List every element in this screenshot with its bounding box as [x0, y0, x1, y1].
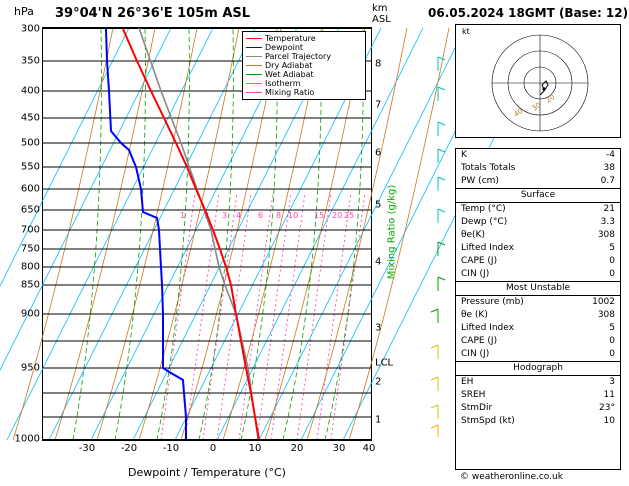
legend-swatch-wet-adiabat [246, 74, 262, 75]
hodo-label-stmspd: StmSpd (kt) [461, 416, 515, 426]
y-tick-800: 800 [20, 261, 40, 273]
surface-label-temp: Temp (°C) [461, 204, 506, 214]
hodo-label-sreh: SREH [461, 390, 486, 400]
mu-label-pressure: Pressure (mb) [461, 297, 524, 307]
mu-label-lifted-index: Lifted Index [461, 323, 514, 333]
surface-value-cape: 0 [609, 256, 615, 266]
wind-barb-column [424, 27, 452, 441]
svg-text:6: 6 [258, 211, 264, 220]
svg-text:15: 15 [314, 211, 325, 220]
hodograph-panel [455, 24, 621, 138]
km-tick-3: 3 [375, 322, 382, 334]
svg-text:4: 4 [236, 211, 242, 220]
section-header-hodograph: Hodograph [456, 361, 620, 376]
svg-text:25: 25 [344, 211, 355, 220]
hodo-value-stmdir: 23° [599, 403, 615, 413]
index-label-totals-totals: Totals Totals [461, 163, 516, 173]
index-row-totals-totals [456, 162, 620, 175]
index-row-k [456, 149, 620, 162]
hodo-label-eh: EH [461, 377, 474, 387]
x-tick-10: 10 [248, 443, 262, 454]
station-title: 39°04'N 26°36'E 105m ASL [55, 6, 251, 21]
index-label-k: K [461, 150, 467, 160]
hodo-label-stmdir: StmDir [461, 403, 493, 413]
mu-row-cin [456, 348, 620, 361]
section-header-surface: Surface [456, 188, 620, 203]
legend-item-dry-adiabat [246, 61, 362, 70]
x-axis-title: Dewpoint / Temperature (°C) [128, 466, 286, 479]
mu-row-pressure [456, 296, 620, 309]
svg-text:1: 1 [180, 211, 186, 220]
mu-label-theta-e: θe (K) [461, 310, 488, 320]
km-asl-label: km ASL [372, 3, 391, 25]
y-tick-450: 450 [20, 112, 40, 124]
legend-item-wet-adiabat [246, 70, 362, 79]
y-tick-350: 350 [20, 55, 40, 67]
svg-text:3: 3 [222, 211, 228, 220]
mixing-ratio-axis-title: Mixing Ratio (g/kg) [386, 184, 398, 280]
legend-label-parcel: Parcel Trajectory [265, 52, 332, 61]
hodo-row-stmdir [456, 402, 620, 415]
index-value-totals-totals: 38 [603, 163, 615, 173]
legend-item-isotherm [246, 79, 362, 88]
copyright-label: © weatheronline.co.uk [460, 472, 563, 482]
y-tick-400: 400 [20, 85, 40, 97]
surface-row-theta-e [456, 229, 620, 242]
index-label-pw: PW (cm) [461, 176, 499, 186]
hodo-row-sreh [456, 389, 620, 402]
index-row-pw [456, 175, 620, 188]
legend-label-temperature: Temperature [265, 34, 316, 43]
x-tick-40: 40 [362, 443, 376, 454]
chart-legend [242, 31, 366, 100]
section-header-most-unstable: Most Unstable [456, 281, 620, 296]
y-tick-500: 500 [20, 137, 40, 149]
hodo-value-stmspd: 10 [603, 416, 615, 426]
index-value-pw: 0.7 [600, 176, 615, 186]
legend-swatch-isotherm [246, 83, 262, 84]
surface-value-cin: 0 [609, 269, 615, 279]
svg-text:8: 8 [276, 211, 282, 220]
hodograph-unit-label: kt [462, 27, 470, 36]
x-tick-30: 30 [332, 443, 346, 454]
indices-table [455, 148, 621, 470]
surface-label-cin: CIN (J) [461, 269, 490, 279]
legend-item-parcel [246, 52, 362, 61]
km-tick-6: 6 [375, 147, 382, 159]
surface-label-lifted-index: Lifted Index [461, 243, 514, 253]
hodograph-svg [456, 25, 620, 137]
y-tick-650: 650 [20, 204, 40, 216]
legend-swatch-mixing-ratio [246, 92, 262, 93]
legend-item-temperature [246, 34, 362, 43]
y-tick-750: 750 [20, 243, 40, 255]
y-tick-850: 850 [20, 279, 40, 291]
x-tick-0: 0 [209, 443, 217, 454]
legend-label-mixing-ratio: Mixing Ratio [265, 88, 315, 97]
mu-row-theta-e [456, 309, 620, 322]
km-tick-4: 4 [375, 256, 382, 268]
svg-text:20: 20 [332, 211, 343, 220]
surface-value-temp: 21 [603, 204, 615, 214]
y-tick-950: 950 [20, 362, 40, 374]
mu-label-cin: CIN (J) [461, 349, 490, 359]
legend-label-dry-adiabat: Dry Adiabat [265, 61, 313, 70]
run-title: 06.05.2024 18GMT (Base: 12) [428, 6, 629, 20]
surface-label-theta-e: θe(K) [461, 230, 485, 240]
svg-text:30: 30 [530, 100, 543, 113]
legend-label-isotherm: Isotherm [265, 79, 301, 88]
surface-value-lifted-index: 5 [609, 243, 615, 253]
legend-label-dewpoint: Dewpoint [265, 43, 304, 52]
legend-item-dewpoint [246, 43, 362, 52]
hodo-row-stmspd [456, 415, 620, 428]
km-tick-5: 5 [375, 199, 382, 211]
y-tick-550: 550 [20, 161, 40, 173]
y-tick-600: 600 [20, 183, 40, 195]
surface-row-temp [456, 203, 620, 216]
svg-text:10: 10 [288, 211, 299, 220]
y-tick-1000: 300 [20, 23, 40, 35]
surface-value-theta-e: 308 [597, 230, 615, 240]
legend-swatch-dewpoint [246, 47, 262, 48]
svg-text:2: 2 [204, 211, 210, 220]
mu-value-pressure: 1002 [592, 297, 615, 307]
legend-swatch-temperature [246, 38, 262, 39]
km-tick-lcl: LCL [375, 357, 394, 369]
hodo-row-eh [456, 376, 620, 389]
surface-row-dewp [456, 216, 620, 229]
index-value-k: -4 [606, 150, 615, 160]
mu-row-cape [456, 335, 620, 348]
mu-value-cape: 0 [609, 336, 615, 346]
legend-label-wet-adiabat: Wet Adiabat [265, 70, 314, 79]
mu-label-cape: CAPE (J) [461, 336, 498, 346]
surface-value-dewp: 3.3 [600, 217, 615, 227]
legend-item-mixing-ratio [246, 88, 362, 97]
surface-label-cape: CAPE (J) [461, 256, 498, 266]
y-tick-700: 700 [20, 224, 40, 236]
surface-row-lifted-index [456, 242, 620, 255]
km-tick-1: 1 [375, 414, 382, 426]
mu-value-theta-e: 308 [597, 310, 615, 320]
hodo-value-eh: 3 [609, 377, 615, 387]
mu-value-cin: 0 [609, 349, 615, 359]
hodo-value-sreh: 11 [603, 390, 615, 400]
x-tick--30: -30 [78, 443, 96, 454]
svg-text:40: 40 [512, 106, 525, 119]
y-tick-1000b: 1000 [14, 433, 40, 445]
legend-swatch-parcel [246, 56, 262, 57]
legend-swatch-dry-adiabat [246, 65, 262, 66]
km-tick-8: 8 [375, 58, 382, 70]
km-tick-7: 7 [375, 99, 382, 111]
mu-value-lifted-index: 5 [609, 323, 615, 333]
surface-row-cape [456, 255, 620, 268]
x-tick-20: 20 [290, 443, 304, 454]
x-tick--20: -20 [120, 443, 138, 454]
surface-row-cin [456, 268, 620, 281]
svg-text:20: 20 [544, 92, 557, 105]
surface-label-dewp: Dewp (°C) [461, 217, 508, 227]
mu-row-lifted-index [456, 322, 620, 335]
pressure-unit-label: hPa [14, 5, 34, 18]
km-tick-2: 2 [375, 376, 382, 388]
y-tick-900: 900 [20, 308, 40, 320]
x-tick--10: -10 [162, 443, 180, 454]
